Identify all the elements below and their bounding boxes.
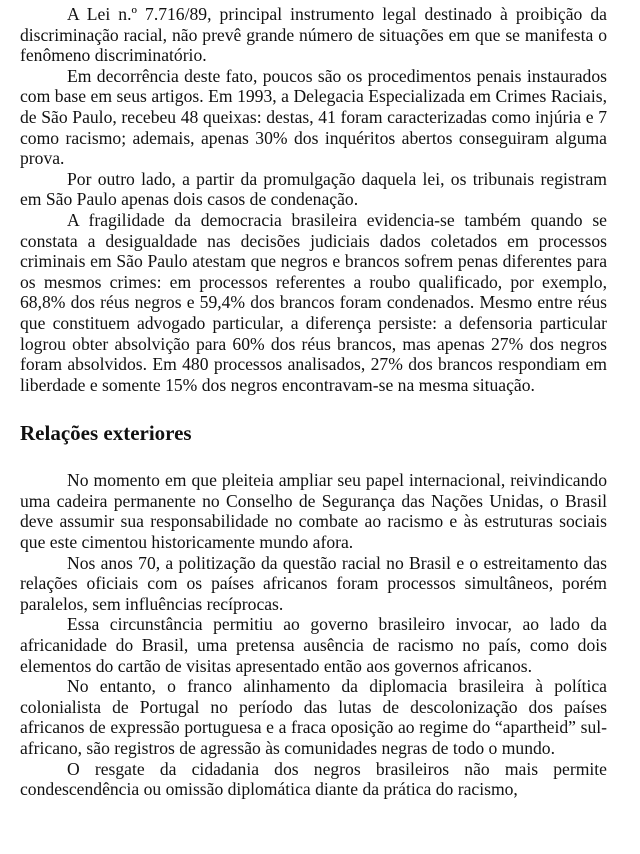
paragraph: A fragilidade da democracia brasileira evidencia-se também quando se constata a desigualdade nas decisões judiciais dados coletados em processos criminais em São Paulo atestam que negros e brancos sofrem penas diferentes para os mesmos crimes: em processos referentes a roubo qualificado, por exemplo, 68,8% dos réus negros e 59,4% dos brancos foram condenados. Mesmo entre réus que constituem advogado particular, a diferença persiste: a defensoria particular logrou obter absolvição para 60% dos réus brancos, mas apenas 27% dos negros foram absolvidos. Em 480 processos analisados, 27% dos brancos respondiam em liberdade e somente 15% dos negros encontravam-se na mesma situação. [20, 209, 607, 395]
paragraph: No entanto, o franco alinhamento da diplomacia brasileira à política colonialista de Portugal no período das lutas de descolonização dos países africanos de expressão portuguesa e a fraca oposição ao regime do “apartheid” sul-africano, são registros de agressão às comunidades negras de todo o mundo. [20, 676, 607, 758]
paragraph: Por outro lado, a partir da promulgação daquela lei, os tribunais registram em São Paulo apenas dois casos de condenação. [20, 168, 607, 210]
section-heading: Relações exteriores [20, 421, 192, 446]
paragraph: No momento em que pleiteia ampliar seu papel internacional, reivindicando uma cadeira permanente no Conselho de Segurança das Nações Unidas, o Brasil deve assumir sua responsabilidade no combate ao racismo e às estruturas sociais que este cimentou historicamente mundo afora. [20, 470, 607, 553]
paragraph: Essa circunstância permitiu ao governo brasileiro invocar, ao lado da africanidade do Brasil, uma pretensa ausência de racismo no país, como dois elementos do cartão de visitas apresentado então aos governos africanos. [20, 614, 607, 676]
paragraph: Em decorrência deste fato, poucos são os procedimentos penais instaurados com base em seus artigos. Em 1993, a Delegacia Especializada em Crimes Raciais, de São Paulo, recebeu 48 queixas: destas, 41 foram caracterizadas como injúria e 7 como racismo; ademais, apenas 30% dos inquéritos abertos conseguiram alguma prova. [20, 65, 607, 169]
paragraph: Nos anos 70, a politização da questão racial no Brasil e o estreitamento das relações oficiais com os países africanos foram processos simultâneos, porém paralelos, sem influências recíprocas. [20, 552, 607, 614]
paragraph: A Lei n.º 7.716/89, principal instrumento legal destinado à proibição da discriminação racial, não prevê grande número de situações em que se manifesta o fenômeno discriminatório. [20, 4, 607, 66]
paragraph: O resgate da cidadania dos negros brasileiros não mais permite condescendência ou omissão diplomática diante da prática do racismo, [20, 758, 607, 800]
